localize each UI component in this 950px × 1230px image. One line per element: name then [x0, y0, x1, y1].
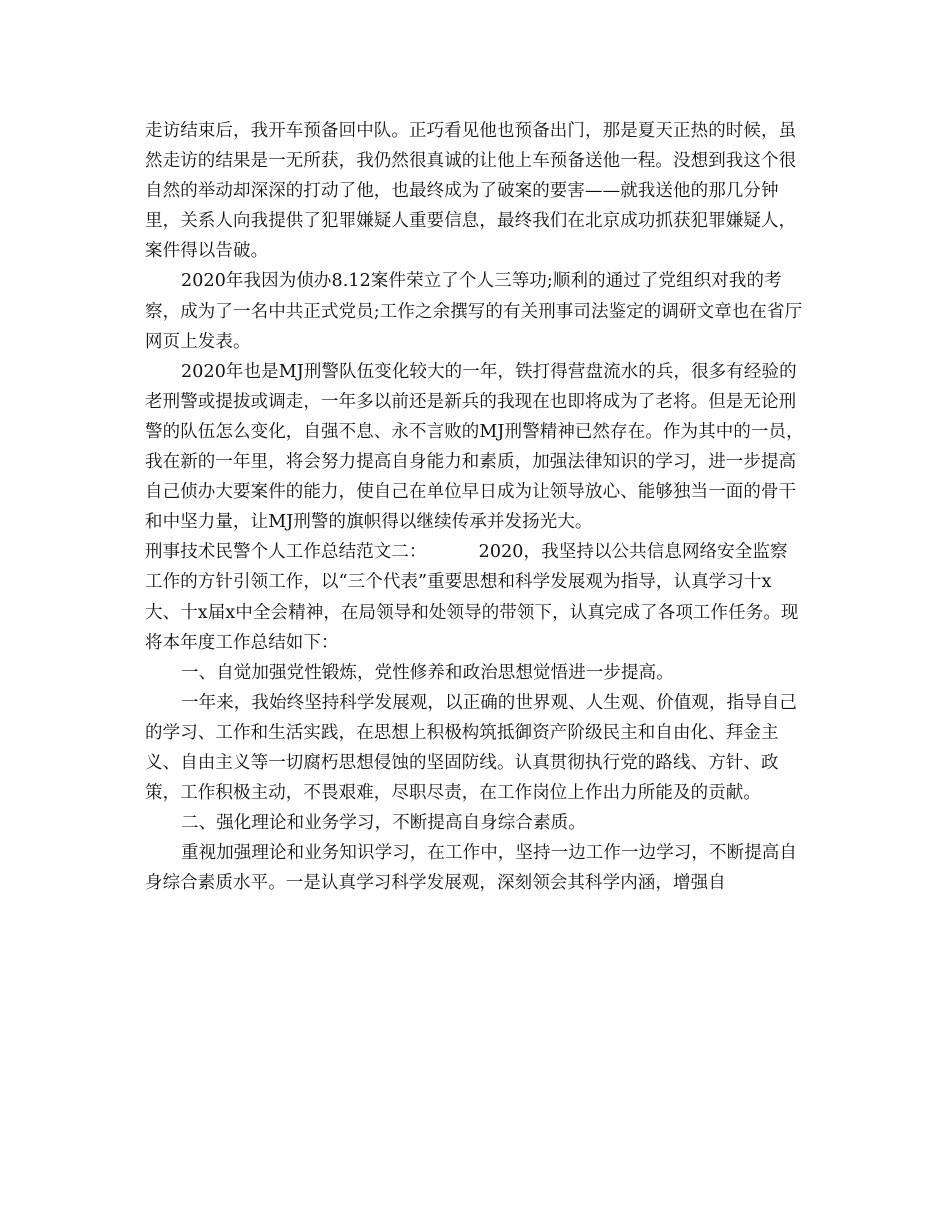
paragraph: 重视加强理论和业务知识学习，在工作中，坚持一边工作一边学习，不断提高自身综合素质水平。一是认真学习科学发展观，深刻领会其科学内涵，增强自: [145, 843, 797, 894]
section-intro-text: 2020，我坚持以公共信息网络安全监察工作的方针引领工作，以“三个代表”重要思想和科学发展观为指导，认真学习十x大、十x届x中全会精神，在局领导和处领导的带领下，认真完成了各项工作任务。现将本年度工作总结如下：: [145, 542, 799, 653]
document-body: [145, 116, 805, 898]
paragraph: 2020年我因为侦办8.12案件荣立了个人三等功;顺利的通过了党组织对我的考察，成为了一名中共正式党员;工作之余撰写的有关刑事司法鉴定的调研文章也在省厅网页上发表。: [145, 271, 803, 352]
section-heading: 刑事技术民警个人工作总结范文二：: [145, 542, 427, 563]
paragraph: 走访结束后，我开车预备回中队。正巧看见他也预备出门，那是夏天正热的时候，虽然走访的结果是一无所获，我仍然很真诚的让他上车预备送他一程。没想到我这个很自然的举动却深深的打动了他，也最终成为了破案的要害——就我送他的那几分钟里，关系人向我提供了犯罪嫌疑人重要信息，最终我们在北京成功抓获犯罪嫌疑人，案件得以告破。: [145, 121, 797, 262]
subheading: 一、自觉加强党性锻炼，党性修养和政治思想觉悟进一步提高。: [181, 662, 674, 683]
paragraph: 一年来，我始终坚持科学发展观，以正确的世界观、人生观、价值观，指导自己的学习、工作和生活实践，在思想上积极构筑抵御资产阶级民主和自由化、拜金主义、自由主义等一切腐朽思想侵蚀的坚固防线。认真贯彻执行党的路线、方针、政策，工作积极主动，不畏艰难，尽职尽责，在工作岗位上作出力所能及的贡献。: [145, 692, 797, 804]
paragraph: 2020年也是MJ刑警队伍变化较大的一年，铁打得营盘流水的兵，很多有经验的老刑警或提拔或调走，一年多以前还是新兵的我现在也即将成为了老将。但是无论刑警的队伍怎么变化，自强不息、永不言败的MJ刑警精神已然存在。作为其中的一员，我在新的一年里，将会努力提高自身能力和素质，加强法律知识的学习，进一步提高自己侦办大要案件的能力，使自己在单位早日成为让领导放心、能够独当一面的骨干和中坚力量，让MJ刑警的旗帜得以继续传承并发扬光大。: [145, 361, 804, 533]
section-paragraph: [145, 537, 805, 657]
subheading: 二、强化理论和业务学习，不断提高自身综合素质。: [181, 813, 586, 834]
